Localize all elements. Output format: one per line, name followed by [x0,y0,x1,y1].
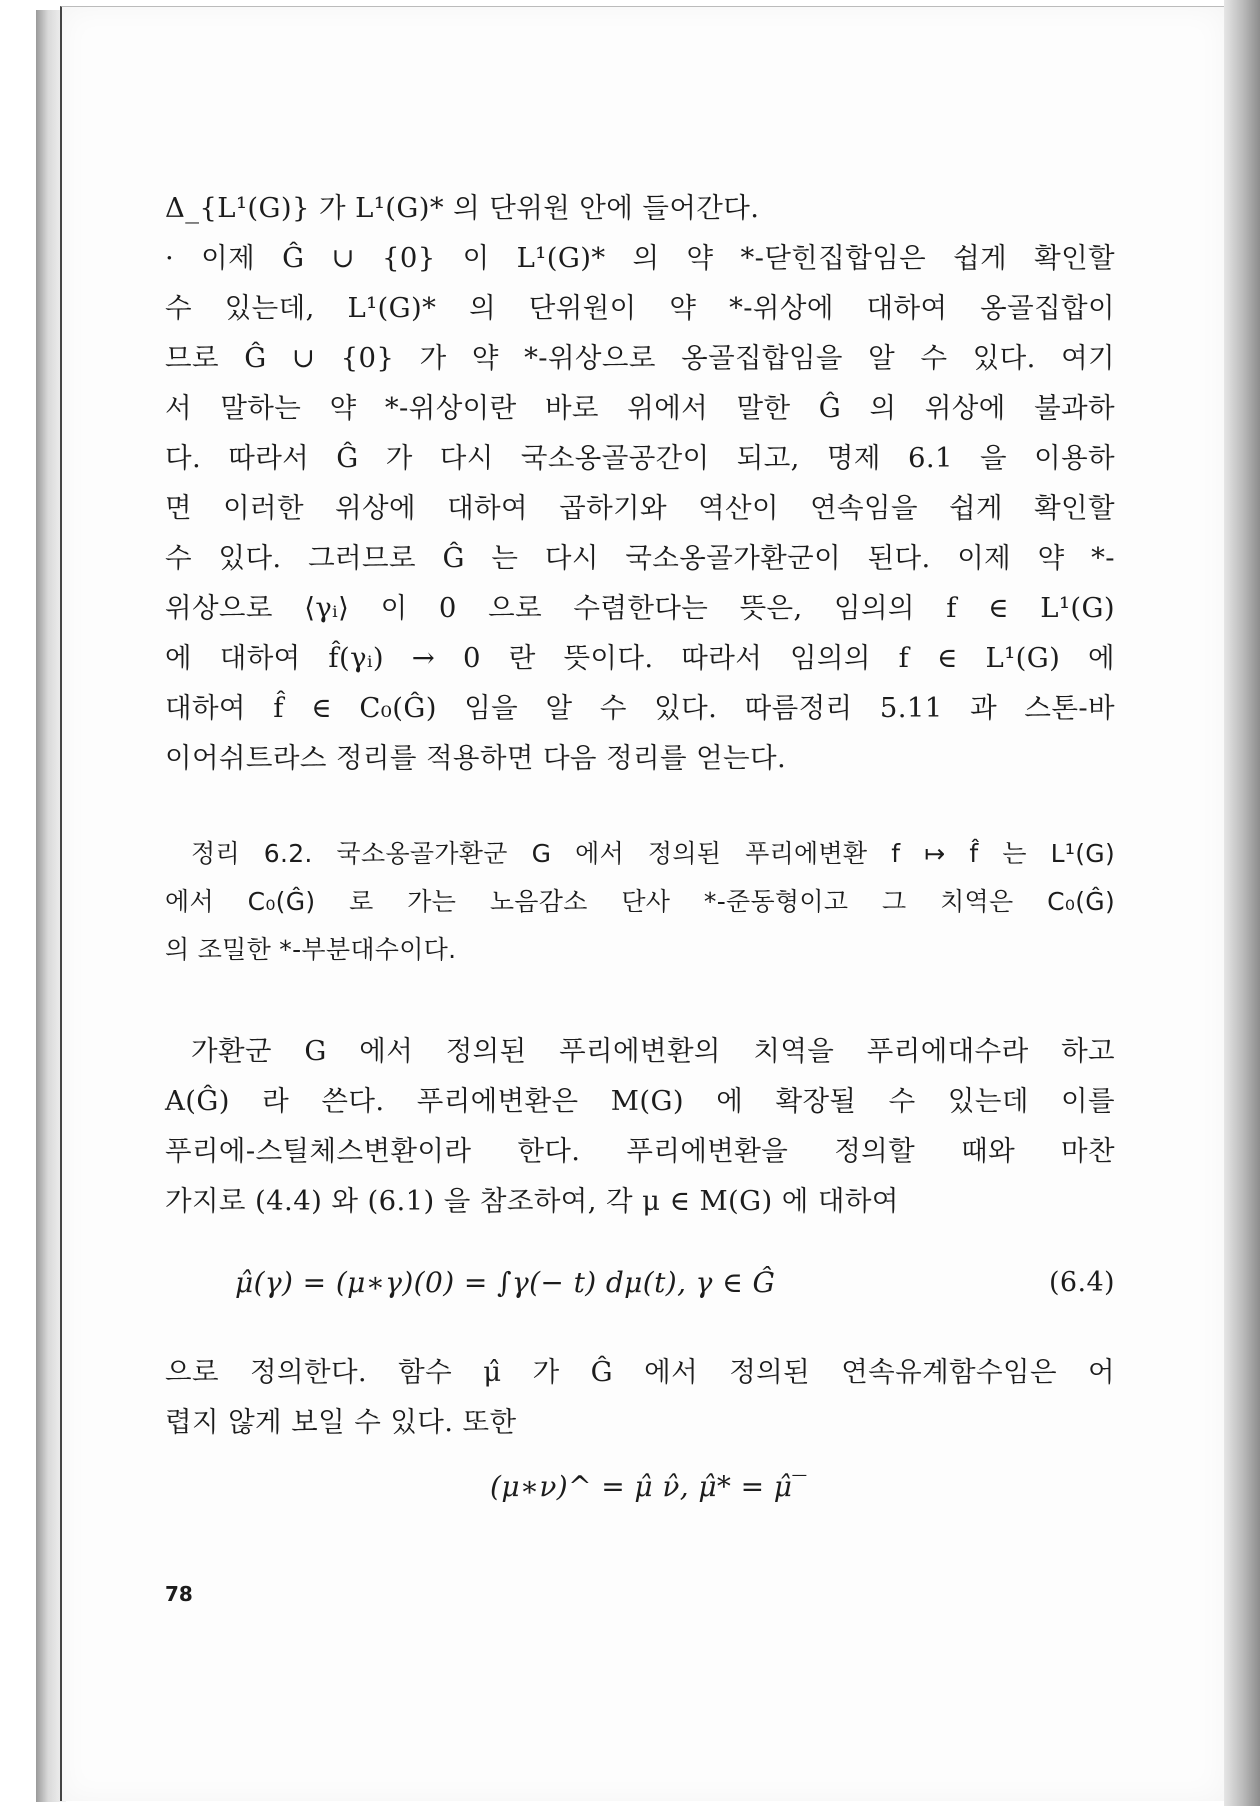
theorem-line: 의 조밀한 *-부분대수이다. [165,935,457,964]
text-line: 다. 따라서 Ĝ 가 다시 국소옹골공간이 되고, 명제 6.1 을 이용하 [165,442,1115,474]
text-line: 면 이러한 위상에 대하여 곱하기와 역산이 연속임을 쉽게 확인할 [165,492,1115,524]
text-line: 가환군 G 에서 정의된 푸리에변환의 치역을 푸리에대수라 하고 [191,1035,1115,1067]
theorem-line: 정리 6.2. 국소옹골가환군 G 에서 정의된 푸리에변환 f ↦ f̂ 는 L¹(G) [191,839,1115,868]
text-line: · 이제 Ĝ ∪ {0} 이 L¹(G)* 의 약 *-닫힌집합임은 쉽게 확인할 [165,242,1115,274]
text-line: 서 말하는 약 *-위상이란 바로 위에서 말한 Ĝ 의 위상에 불과하 [165,392,1115,424]
text-line: Δ_{L¹(G)} 가 L¹(G)* 의 단위원 안에 들어간다. [165,192,760,224]
equation-number: (6.4) [1048,1267,1115,1298]
text-line: 푸리에-스틸체스변환이라 한다. 푸리에변환을 정의할 때와 마찬 [165,1135,1115,1167]
text-line: 위상으로 ⟨γᵢ⟩ 이 0 으로 수렴한다는 뜻은, 임의의 f ∈ L¹(G) [165,592,1115,624]
text-line: 에 대하여 f̂(γᵢ) → 0 란 뜻이다. 따라서 임의의 f ∈ L¹(G) 에 [165,642,1115,674]
text-line: 가지로 (4.4) 와 (6.1) 을 참조하여, 각 μ ∈ M(G) 에 대하여 [165,1185,899,1217]
equation-formula: (μ∗ν)^ = μ̂ ν̂, μ̂* = μ̂‾ [490,1470,807,1503]
text-line: 므로 Ĝ ∪ {0} 가 약 *-위상으로 옹골집합임을 알 수 있다. 여기 [165,342,1115,374]
text-line: 대하여 f̂ ∈ C₀(Ĝ) 임을 알 수 있다. 따름정리 5.11 과 스톤-바 [165,692,1115,724]
text-line: 이어쉬트라스 정리를 적용하면 다음 정리를 얻는다. [165,742,787,774]
page-edge-right [1224,0,1260,1806]
page-number: 78 [165,1582,193,1606]
equation-formula: μ̂(γ) = (μ∗γ)(0) = ∫γ(− t) dμ(t), γ ∈ Ĝ [235,1266,776,1299]
text-line: 렵지 않게 보일 수 있다. 또한 [165,1406,517,1438]
equation-6-4 [165,1258,1115,1308]
equation-convolution [165,1462,1115,1512]
text-line: 수 있다. 그러므로 Ĝ 는 다시 국소옹골가환군이 된다. 이제 약 *- [165,542,1115,574]
text-line: 으로 정의한다. 함수 μ̂ 가 Ĝ 에서 정의된 연속유계함수임은 어 [165,1356,1115,1388]
text-line: A(Ĝ) 라 쓴다. 푸리에변환은 M(G) 에 확장될 수 있는데 이를 [165,1085,1115,1117]
theorem-line: 에서 C₀(Ĝ) 로 가는 노음감소 단사 *-준동형이고 그 치역은 C₀(Ĝ) [165,887,1115,916]
text-line: 수 있는데, L¹(G)* 의 단위원이 약 *-위상에 대하여 옹골집합이 [165,292,1115,324]
